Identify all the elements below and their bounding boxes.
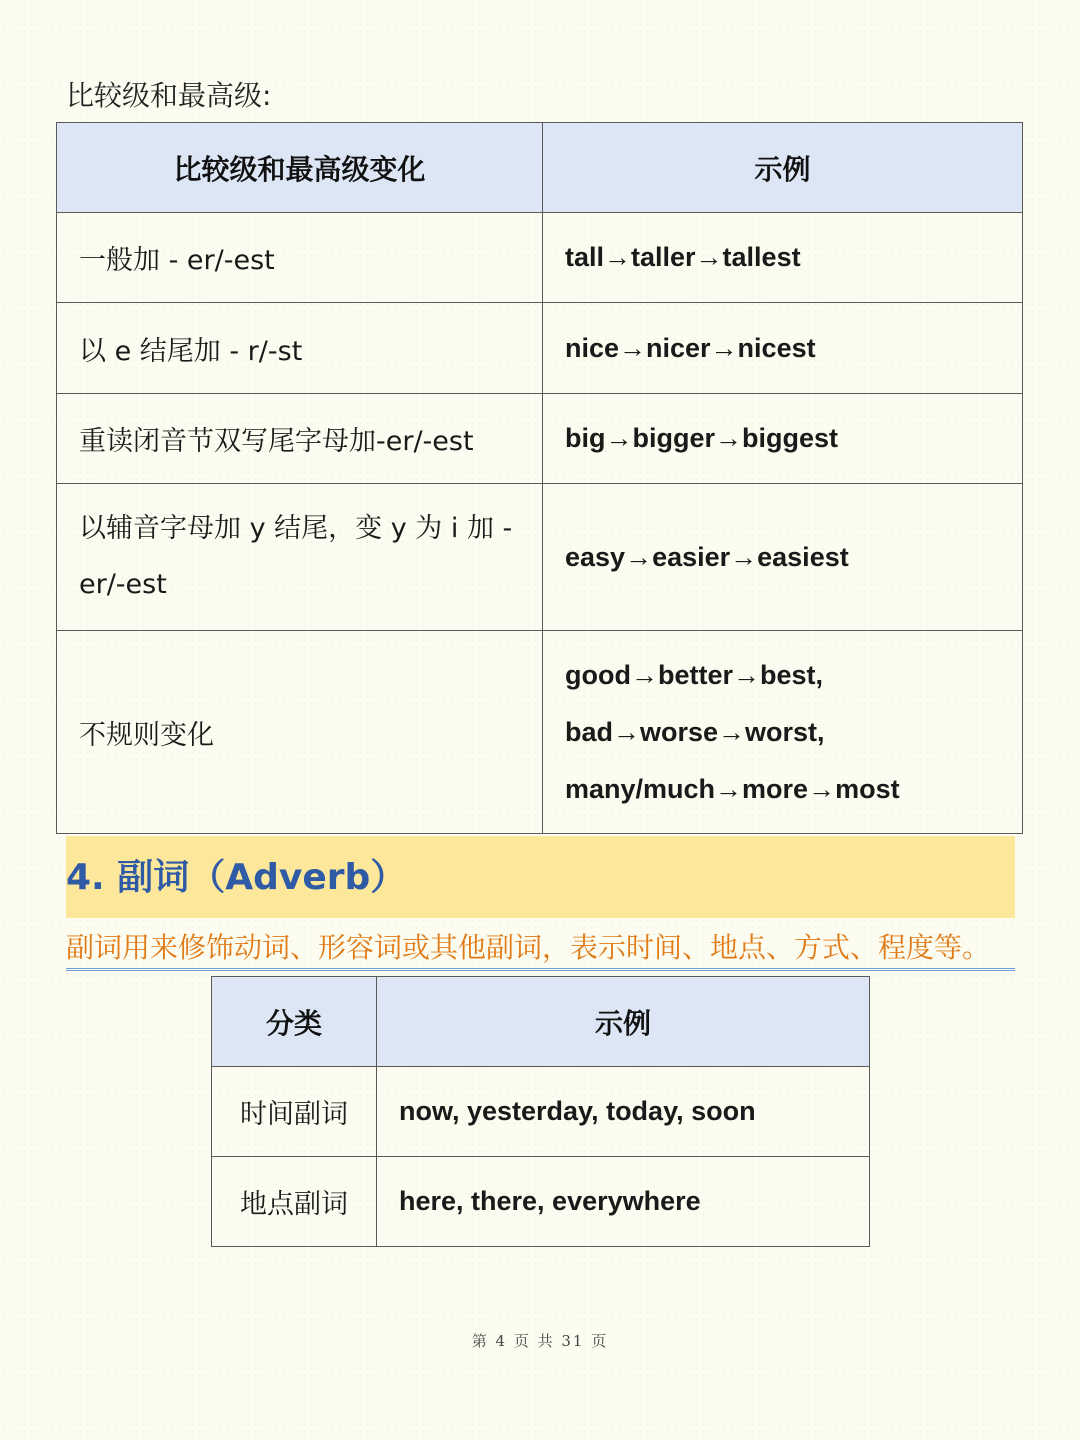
table-row <box>57 303 1023 394</box>
section-description: 副词用来修饰动词、形容词或其他副词，表示时间、地点、方式、程度等。 <box>66 928 1015 971</box>
example-cell: here, there, everywhere <box>377 1157 870 1247</box>
rule-cell: 以 e 结尾加 - r/-st <box>57 303 543 394</box>
column-header-rule: 比较级和最高级变化 <box>57 123 543 213</box>
category-cell: 时间副词 <box>212 1067 377 1157</box>
example-cell: big→bigger→biggest <box>543 394 1023 484</box>
section-banner <box>66 836 1015 918</box>
table-row <box>57 484 1023 631</box>
page-footer: 第 4 页 共 31 页 <box>471 1332 609 1350</box>
example-cell <box>543 631 1023 834</box>
category-cell: 地点副词 <box>212 1157 377 1247</box>
table-row <box>57 631 1023 834</box>
table-header-row <box>212 977 870 1067</box>
intro-heading: 比较级和最高级: <box>66 79 272 112</box>
comparison-table <box>56 122 1023 834</box>
rule-cell: 重读闭音节双写尾字母加-er/-est <box>57 394 543 484</box>
table-row <box>57 394 1023 484</box>
rule-cell: 不规则变化 <box>57 631 543 834</box>
rule-cell: 以辅音字母加 y 结尾，变 y 为 i 加 - er/-est <box>57 484 543 631</box>
example-cell: tall→taller→tallest <box>543 213 1023 303</box>
example-line: good→better→best, <box>565 659 824 690</box>
table-row <box>212 1157 870 1247</box>
rule-cell: 一般加 - er/-est <box>57 213 543 303</box>
example-line: bad→worse→worst, <box>565 716 825 747</box>
example-cell: easy→easier→easiest <box>543 484 1023 631</box>
adverb-table <box>211 976 870 1247</box>
table-row <box>212 1067 870 1157</box>
example-cell: now, yesterday, today, soon <box>377 1067 870 1157</box>
column-header-example: 示例 <box>377 977 870 1067</box>
column-header-category: 分类 <box>212 977 377 1067</box>
table-row <box>57 213 1023 303</box>
section-title: 4. 副词（Adverb） <box>66 857 407 898</box>
example-cell: nice→nicer→nicest <box>543 303 1023 394</box>
column-header-example: 示例 <box>543 123 1023 213</box>
table-header-row <box>57 123 1023 213</box>
example-line: many/much→more→most <box>565 773 900 804</box>
